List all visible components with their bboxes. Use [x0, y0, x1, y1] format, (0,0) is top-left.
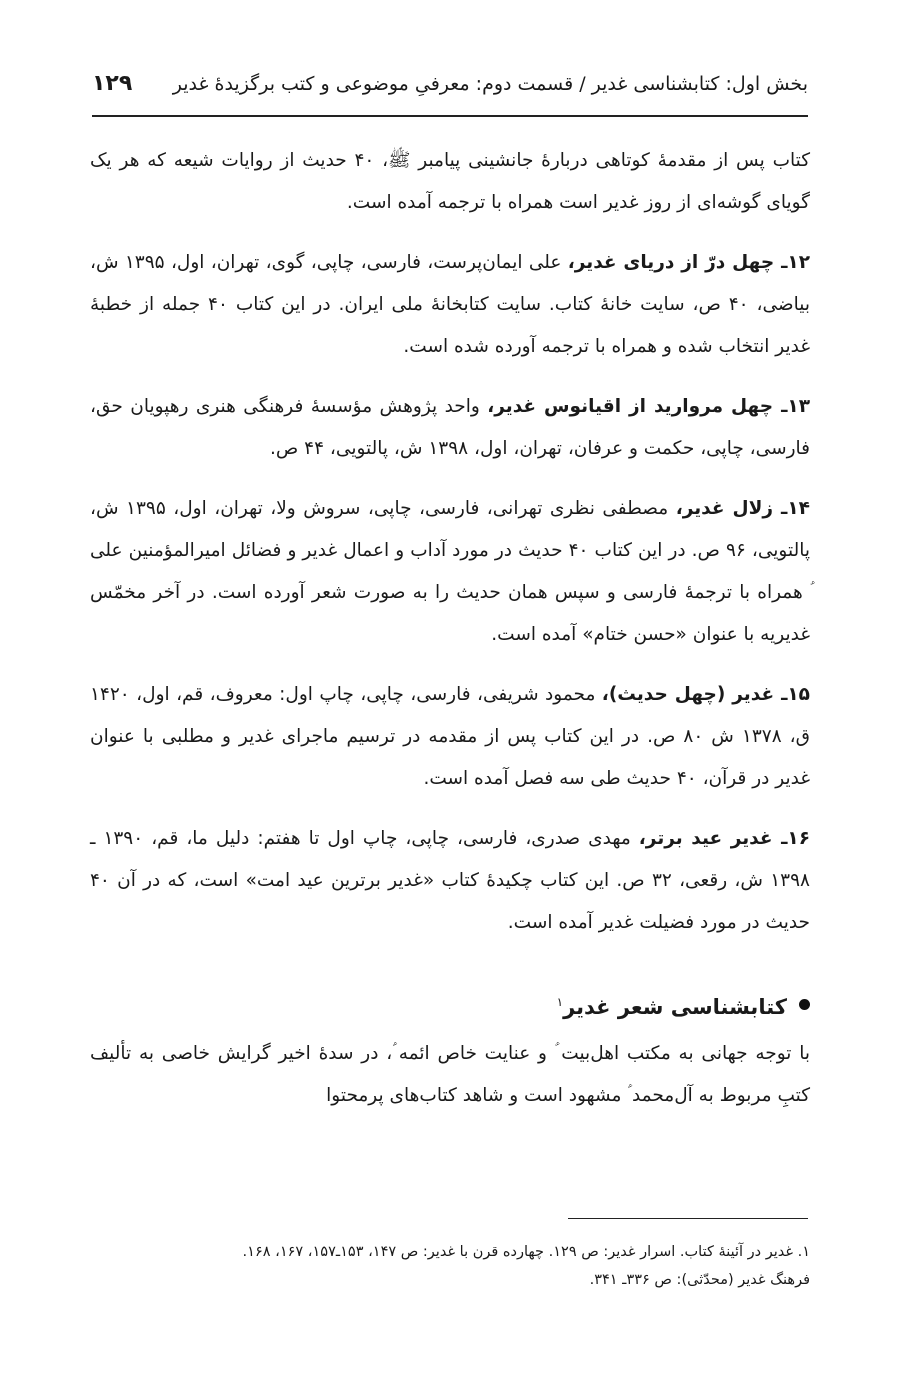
- entry-details: مصطفی نظری تهرانی، فارسی، چاپی، سروش ولا، تهران، اول، ۱۳۹۵ ش، پالتویی، ۹۶ ص. در این کتاب ۴۰ حدیث در مورد آداب و اعمال غدیر و فضائل امیرالمؤمنین علی ؑ همراه با ترجمۀ فارسی و سپس همان حدیث را به صورت شعر آورده است. در آخر مخمّس غدیریه با عنوان «حسن ختام» آمده است.: [90, 498, 810, 645]
- entry-12: [90, 242, 810, 368]
- entry-details: علی ایمان‌پرست، فارسی، چاپی، گوی، تهران، اول، ۱۳۹۵ ش، بیاضی، ۴۰ ص، سایت خانۀ کتاب. سایت کتابخانۀ ملی ایران. در این کتاب ۴۰ جمله از خطبۀ غدیر انتخاب شده و همراه با ترجمه آورده شده است.: [90, 252, 810, 357]
- entry-details: مهدی صدری، فارسی، چاپی، چاپ اول تا هفتم: دلیل ما، قم، ۱۳۹۰ ـ ۱۳۹۸ ش، رقعی، ۳۲ ص. این کتاب چکیدۀ کتاب «غدیر برترین عید امت» است، که در آن ۴۰ حدیث در مورد فضیلت غدیر آمده است.: [90, 828, 810, 933]
- footnote-line: فرهنگ غدیر (محدّثی): ص ۳۳۶ـ ۳۴۱.: [589, 1272, 810, 1288]
- section-heading: [90, 980, 810, 1029]
- bullet-icon: [799, 999, 810, 1010]
- running-title: بخش اول: کتابشناسی غدیر / قسمت دوم: معرفیِ موضوعی و کتب برگزیدۀ غدیر: [172, 73, 808, 95]
- entry-title: ۱۲ـ چهل درّ از دریای غدیر،: [567, 252, 810, 273]
- entry-16: [90, 818, 810, 944]
- entry-title: ۱۴ـ زلال غدیر،: [675, 498, 810, 519]
- page-number: ۱۲۹: [92, 71, 133, 96]
- section-paragraph: با توجه جهانی به مکتب اهل‌بیت ؑ و عنایت خاص ائمه ؑ، در سدۀ اخیر گرایش خاصی به تألیف کتبِ مربوط به آل‌محمد ؑ مشهود است و شاهد کتاب‌های پرمحتوا: [90, 1043, 810, 1106]
- header-divider: [92, 115, 808, 117]
- page-header: [92, 66, 808, 112]
- entry-details: واحد پژوهش مؤسسۀ فرهنگی هنری رهپویان حق، فارسی، چاپی، حکمت و عرفان، تهران، اول، ۱۳۹۸ ش، پالتویی، ۴۴ ص.: [90, 396, 810, 459]
- footnotes: [90, 1238, 810, 1294]
- entry-title: ۱۵ـ غدیر (چهل حدیث)،: [601, 684, 810, 705]
- page-body: [90, 140, 810, 1135]
- footnote-line: ۱. غدیر در آئینۀ کتاب. اسرار غدیر: ص ۱۲۹. چهارده قرن با غدیر: ص ۱۴۷، ۱۵۳ـ۱۵۷، ۱۶۷، ۱۶۸.: [242, 1244, 810, 1260]
- entry-13: [90, 386, 810, 470]
- entry-title: ۱۶ـ غدیر عید برتر،: [638, 828, 810, 849]
- footnote-marker: ۱: [556, 995, 564, 1009]
- intro-paragraph: کتاب پس از مقدمۀ کوتاهی دربارۀ جانشینی پیامبر ﷺ، ۴۰ حدیث از روایات شیعه که هر یک گویای گوشه‌ای از روز غدیر است همراه با ترجمه آمده است.: [90, 150, 811, 213]
- entry-14: [90, 488, 810, 656]
- section-title-text: [557, 980, 787, 1029]
- entry-15: [90, 674, 810, 800]
- entry-title: ۱۳ـ چهل مروارید از اقیانوس غدیر،: [487, 396, 810, 417]
- entry-details: محمود شریفی، فارسی، چاپی، چاپ اول: معروف، قم، اول، ۱۴۲۰ ق، ۱۳۷۸ ش ۸۰ ص. در این کتاب پس از مقدمه در ترسیم ماجرای غدیر و مطلبی با عنوان غدیر در قرآن، ۴۰ حدیث طی سه فصل آمده است.: [90, 684, 810, 789]
- footnote-divider: [568, 1218, 808, 1219]
- section-title-label: کتابشناسی شعر غدیر: [563, 995, 787, 1019]
